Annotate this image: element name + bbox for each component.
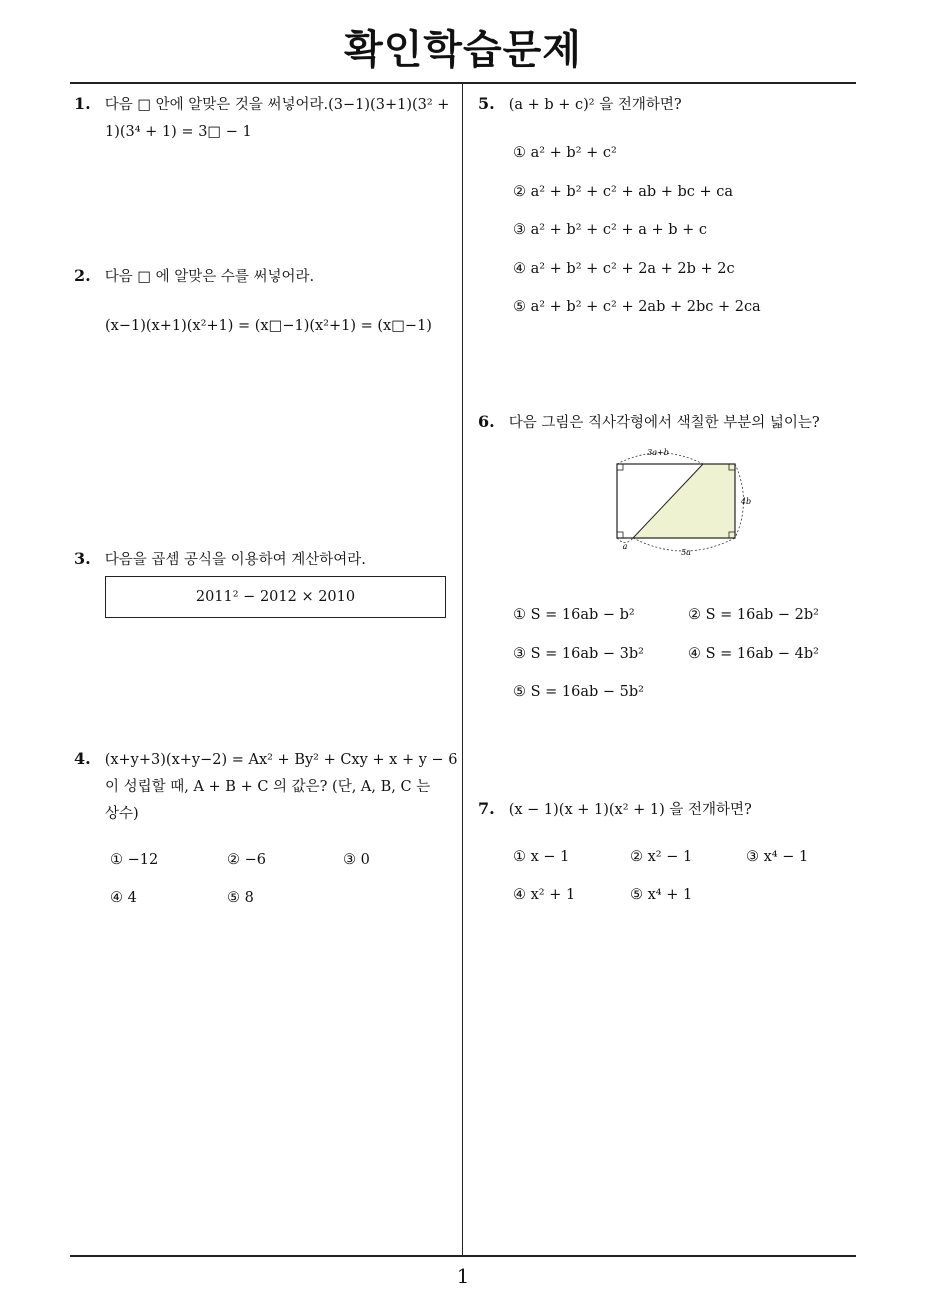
choice-4[interactable]: ④ 4 — [110, 890, 137, 906]
question-5 — [478, 90, 858, 119]
choice-2[interactable]: ② a² + b² + c² + ab + bc + ca — [513, 184, 734, 200]
label-top: 3a+b — [647, 448, 669, 457]
question-6 — [478, 408, 858, 437]
label-bottom-left: a — [622, 542, 628, 551]
question-text: 1)(3⁴ + 1) = 3□ − 1 — [105, 124, 252, 140]
footer-rule — [70, 1255, 856, 1257]
question-number: 2. — [74, 266, 91, 285]
question-number: 1. — [74, 94, 91, 113]
question-text: (x+y+3)(x+y−2) = Ax² + By² + Cxy + x + y − 6 — [104, 752, 458, 768]
choice-2[interactable]: ② S = 16ab − 2b² — [688, 607, 819, 623]
choice-2[interactable]: ② x² − 1 — [630, 849, 693, 865]
question-text: (a + b + c)² 을 전개하면? — [508, 97, 682, 113]
choice-5[interactable]: ⑤ 8 — [227, 890, 254, 906]
question-text: 다음 □ 안에 알맞은 것을 써넣어라.(3−1)(3+1)(3² + — [104, 97, 450, 113]
choice-1[interactable]: ① −12 — [110, 852, 159, 868]
page-title: 확인학습문제 — [344, 27, 582, 73]
choice-3[interactable]: ③ 0 — [343, 852, 370, 868]
rectangle-figure — [600, 440, 760, 566]
choice-5[interactable]: ⑤ x⁴ + 1 — [630, 887, 693, 903]
choice-1[interactable]: ① a² + b² + c² — [513, 145, 617, 161]
question-3 — [74, 545, 458, 574]
right-angle-mark — [617, 532, 623, 538]
choice-3[interactable]: ③ S = 16ab − 3b² — [513, 646, 644, 662]
question-text: 다음 □ 에 알맞은 수를 써넣어라. — [104, 269, 315, 285]
choice-4[interactable]: ④ x² + 1 — [513, 887, 576, 903]
choice-5[interactable]: ⑤ S = 16ab − 5b² — [513, 684, 644, 700]
question-text: 다음을 곱셈 공식을 이용하여 계산하여라. — [104, 552, 366, 568]
choice-5[interactable]: ⑤ a² + b² + c² + 2ab + 2bc + 2ca — [513, 299, 761, 315]
question-number: 5. — [478, 94, 495, 113]
question-number: 4. — [74, 749, 91, 768]
question-number: 3. — [74, 549, 91, 568]
math-expression: (x−1)(x+1)(x²+1) = (x□−1)(x²+1) = (x□−1) — [105, 318, 432, 334]
choice-3[interactable]: ③ x⁴ − 1 — [746, 849, 809, 865]
right-angle-mark — [617, 464, 623, 470]
question-text: (x − 1)(x + 1)(x² + 1) 을 전개하면? — [508, 802, 752, 818]
label-bottom: 5a — [681, 548, 691, 557]
choice-4[interactable]: ④ a² + b² + c² + 2a + 2b + 2c — [513, 261, 735, 277]
label-right: 4b — [740, 497, 752, 506]
question-2 — [74, 262, 458, 340]
question-text: 상수) — [105, 806, 139, 822]
choice-4[interactable]: ④ S = 16ab − 4b² — [688, 646, 819, 662]
choice-2[interactable]: ② −6 — [227, 852, 266, 868]
expression-box: 2011² − 2012 × 2010 — [105, 576, 446, 618]
page-number: 1 — [456, 1264, 470, 1288]
question-number: 7. — [478, 799, 495, 818]
header-rule — [70, 82, 856, 84]
question-1 — [74, 90, 458, 146]
question-text: 이 성립할 때, A + B + C 의 값은? (단, A, B, C 는 — [105, 779, 431, 795]
column-divider — [462, 83, 463, 1256]
shaded-region — [633, 464, 735, 538]
question-7 — [478, 795, 858, 824]
question-text: 다음 그림은 직사각형에서 색칠한 부분의 넓이는? — [508, 415, 820, 431]
choice-1[interactable]: ① x − 1 — [513, 849, 570, 865]
choice-1[interactable]: ① S = 16ab − b² — [513, 607, 635, 623]
question-4 — [74, 745, 458, 828]
choice-3[interactable]: ③ a² + b² + c² + a + b + c — [513, 222, 707, 238]
question-number: 6. — [478, 412, 495, 431]
